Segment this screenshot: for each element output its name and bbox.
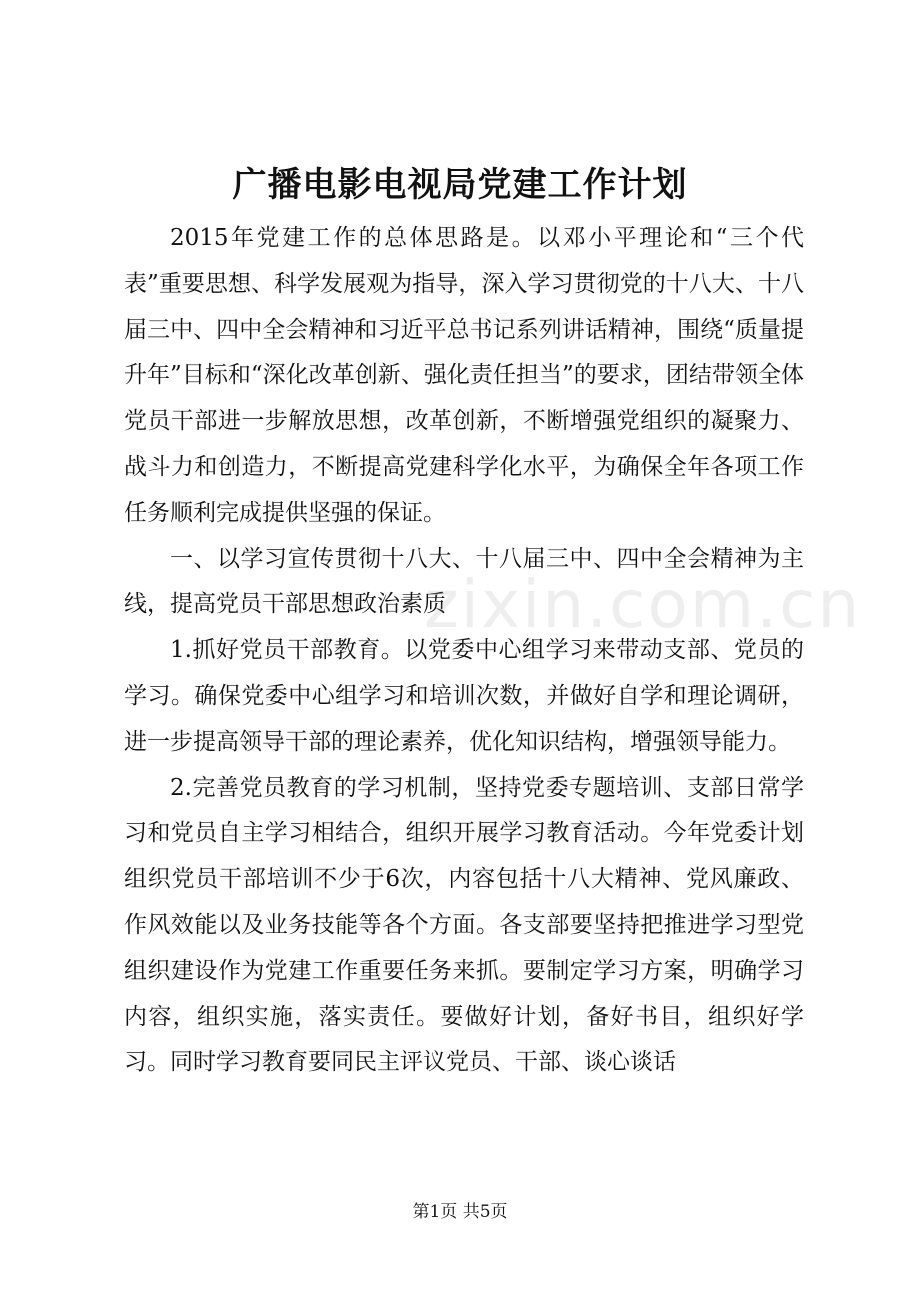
paragraph-item-2: 2.完善党员教育的学习机制，坚持党委专题培训、支部日常学习和党员自主学习相结合，组织开展学习教育活动。今年党委计划组织党员干部培训不少于6次，内容包括十八大精神、党风廉政、作风效能以及业务技能等各个方面。各支部要坚持把推进学习型党组织建设作为党建工作重要任务来抓。要制定学习方案，明确学习内容，组织实施，落实责任。要做好计划，备好书目，组织好学习。同时学习教育要同民主评议党员、干部、谈心谈话 bbox=[124, 774, 804, 1076]
watermark: zixin.com.cn bbox=[424, 566, 862, 643]
paragraph-intro: 2015年党建工作的总体思路是。以邓小平理论和“三个代表”重要思想、科学发展观为指导，深入学习贯彻党的十八大、十八届三中、四中全会精神和习近平总书记系列讲话精神，围绕“质量提升年”目标和“深化改革创新、强化责任担当”的要求，团结带领全体党员干部进一步解放思想，改革创新，不断增强党组织的凝聚力、战斗力和创造力，不断提高党建科学化水平，为确保全年各项工作任务顺利完成提供坚强的保证。 bbox=[124, 225, 804, 526]
paragraph-item-1: 1.抓好党员干部教育。以党委中心组学习来带动支部、党员的学习。确保党委中心组学习和培训次数，并做好自学和理论调研，进一步提高领导干部的理论素养，优化知识结构，增强领导能力。 bbox=[124, 637, 804, 755]
page-footer: 第1页 共5页 bbox=[412, 1202, 508, 1222]
paragraph-section-heading: 一、以学习宣传贯彻十八大、十八届三中、四中全会精神为主线，提高党员干部思想政治素质 bbox=[124, 545, 804, 618]
document-title: 广播电影电视局党建工作计划 bbox=[232, 165, 688, 205]
document-body bbox=[124, 216, 804, 1086]
